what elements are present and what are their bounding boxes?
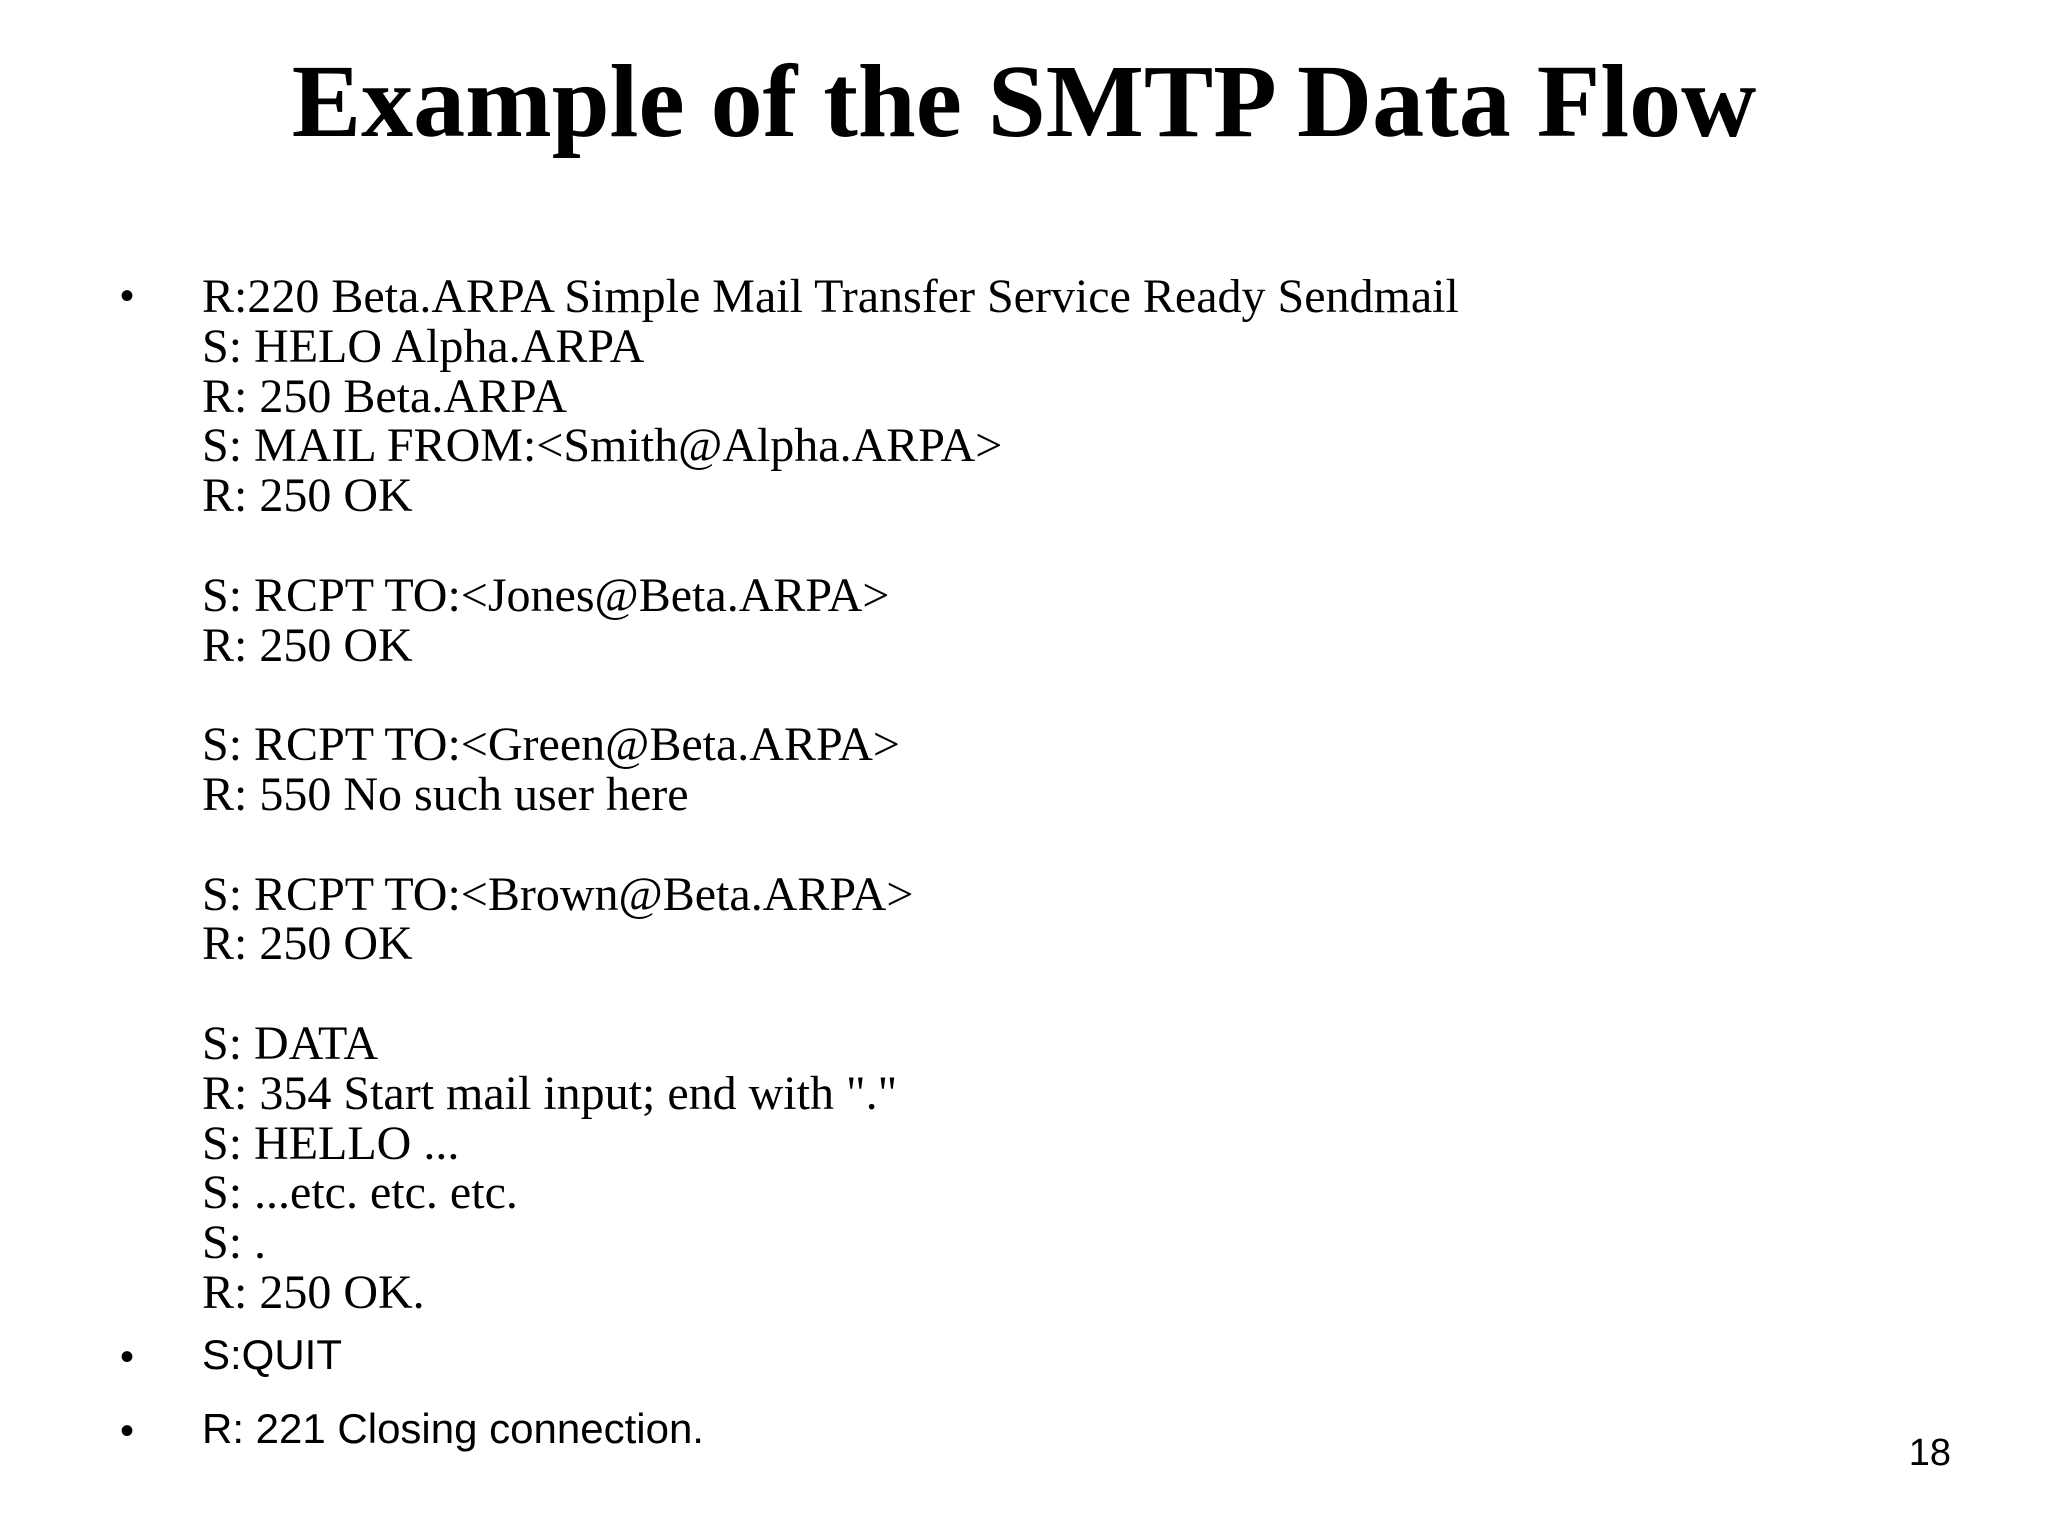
blank-line — [202, 820, 1459, 870]
dialogue-line: R: 550 No such user here — [202, 767, 689, 821]
dialogue-line: S: HELO Alpha.ARPA — [202, 319, 645, 373]
dialogue-line: S: ...etc. etc. etc. — [202, 1166, 518, 1220]
dialogue-line: R: 250 Beta.ARPA — [202, 369, 567, 423]
slide-title: Example of the SMTP Data Flow — [291, 44, 1757, 159]
dialogue-line: R: 250 OK — [202, 469, 413, 523]
dialogue-line: S: MAIL FROM:<Smith@Alpha.ARPA> — [202, 419, 1003, 473]
closing-response: R: 221 Closing connection. — [202, 1405, 704, 1452]
dialogue-line: S: . — [202, 1216, 267, 1270]
dialogue-line: R: 250 OK — [202, 917, 413, 971]
dialogue-line: S: HELLO ... — [202, 1116, 460, 1170]
dialogue-line: R: 250 OK. — [202, 1265, 425, 1319]
page-number: 18 — [1908, 1432, 1951, 1474]
bullet-marker: • — [120, 1335, 135, 1379]
quit-command: S:QUIT — [202, 1331, 343, 1378]
dialogue-line: R: 250 OK — [202, 618, 413, 672]
dialogue-line: S: RCPT TO:<Green@Beta.ARPA> — [202, 718, 900, 772]
blank-line — [202, 670, 1459, 720]
smtp-dialogue — [202, 272, 1459, 1318]
dialogue-line: S: RCPT TO:<Brown@Beta.ARPA> — [202, 867, 914, 921]
blank-line — [202, 969, 1459, 1019]
bullet-marker: • — [120, 1409, 135, 1453]
bullet-marker: • — [120, 274, 135, 318]
dialogue-line: S: DATA — [202, 1016, 379, 1070]
dialogue-line: R:220 Beta.ARPA Simple Mail Transfer Service Ready Sendmail — [202, 270, 1459, 323]
dialogue-line: R: 354 Start mail input; end with "." — [202, 1066, 898, 1120]
dialogue-line: S: RCPT TO:<Jones@Beta.ARPA> — [202, 568, 890, 622]
blank-line — [202, 521, 1459, 571]
